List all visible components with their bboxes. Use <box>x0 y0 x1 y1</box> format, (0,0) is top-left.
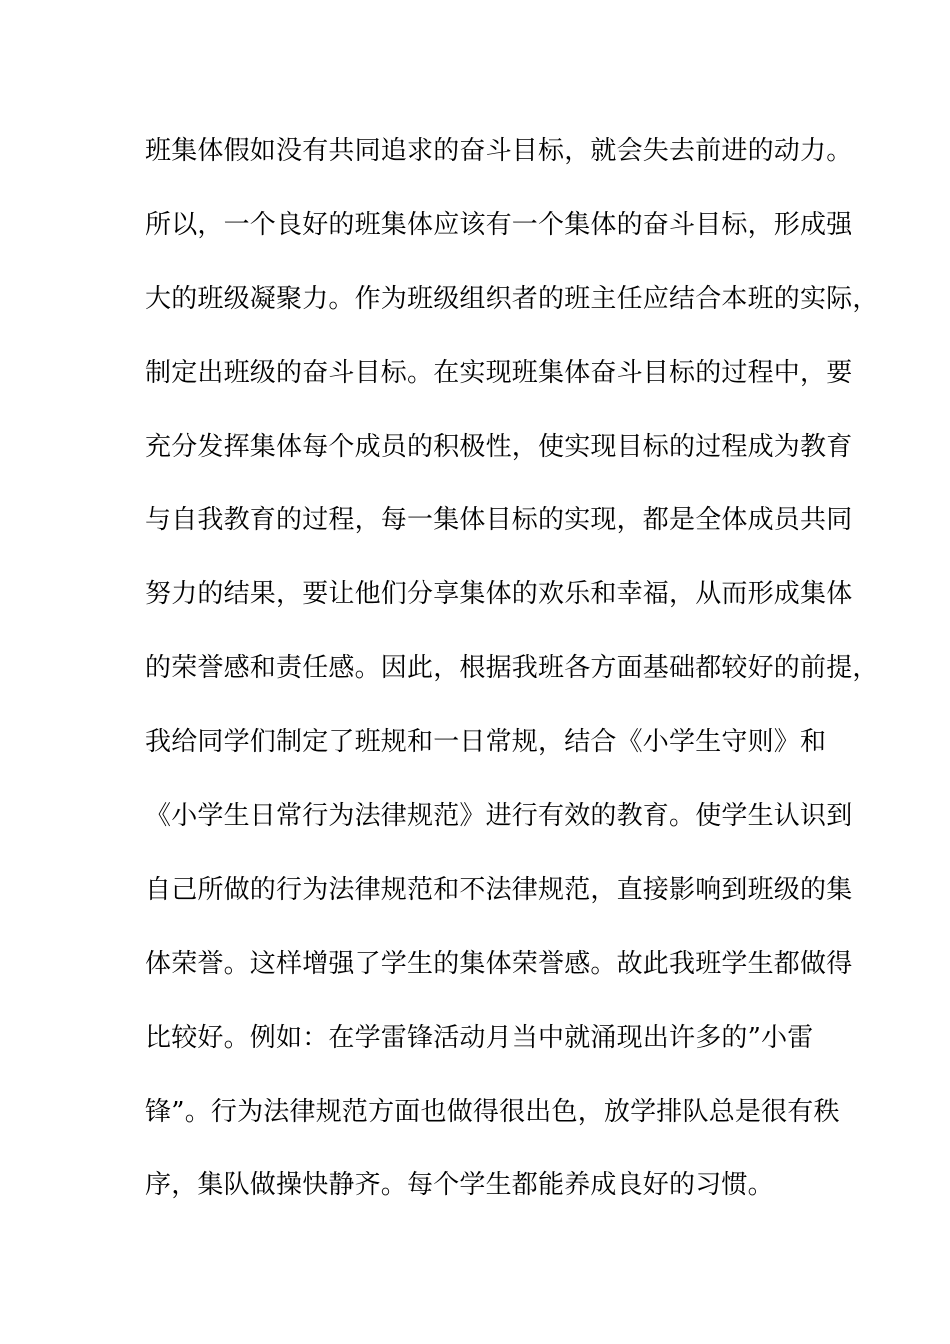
text-line: 班集体假如没有共同追求的奋斗目标，就会失去前进的动力。 <box>145 136 853 166</box>
text-line: 比较好。例如：在学雷锋活动月当中就涌现出许多的”小雷 <box>145 1022 814 1053</box>
text-line: 自己所做的行为法律规范和不法律规范，直接影响到班级的集 <box>145 874 853 905</box>
text-line: 所以，一个良好的班集体应该有一个集体的奋斗目标，形成强 <box>145 209 853 240</box>
text-line: 我给同学们制定了班规和一日常规，结合《小学生守则》和 <box>145 727 827 758</box>
text-line: 与自我教育的过程，每一集体目标的实现，都是全体成员共同 <box>145 505 853 536</box>
text-line: 锋”。行为法律规范方面也做得很出色，放学排队总是很有秩 <box>145 1096 840 1127</box>
text-line: 的荣誉感和责任感。因此，根据我班各方面基础都较好的前提， <box>145 653 879 684</box>
text-line: 努力的结果，要让他们分享集体的欢乐和幸福，从而形成集体 <box>145 579 853 610</box>
text-line: 充分发挥集体每个成员的积极性，使实现目标的过程成为教育 <box>145 431 853 462</box>
text-line: 大的班级凝聚力。作为班级组织者的班主任应结合本班的实际， <box>145 283 879 314</box>
body-paragraph <box>145 130 879 1238</box>
text-line: 《小学生日常行为法律规范》进行有效的教育。使学生认识到 <box>145 801 853 832</box>
text-line: 序，集队做操快静齐。每个学生都能养成良好的习惯。 <box>145 1170 774 1201</box>
text-line: 制定出班级的奋斗目标。在实现班集体奋斗目标的过程中，要 <box>145 357 853 388</box>
text-line: 体荣誉。这样增强了学生的集体荣誉感。故此我班学生都做得 <box>145 948 853 979</box>
